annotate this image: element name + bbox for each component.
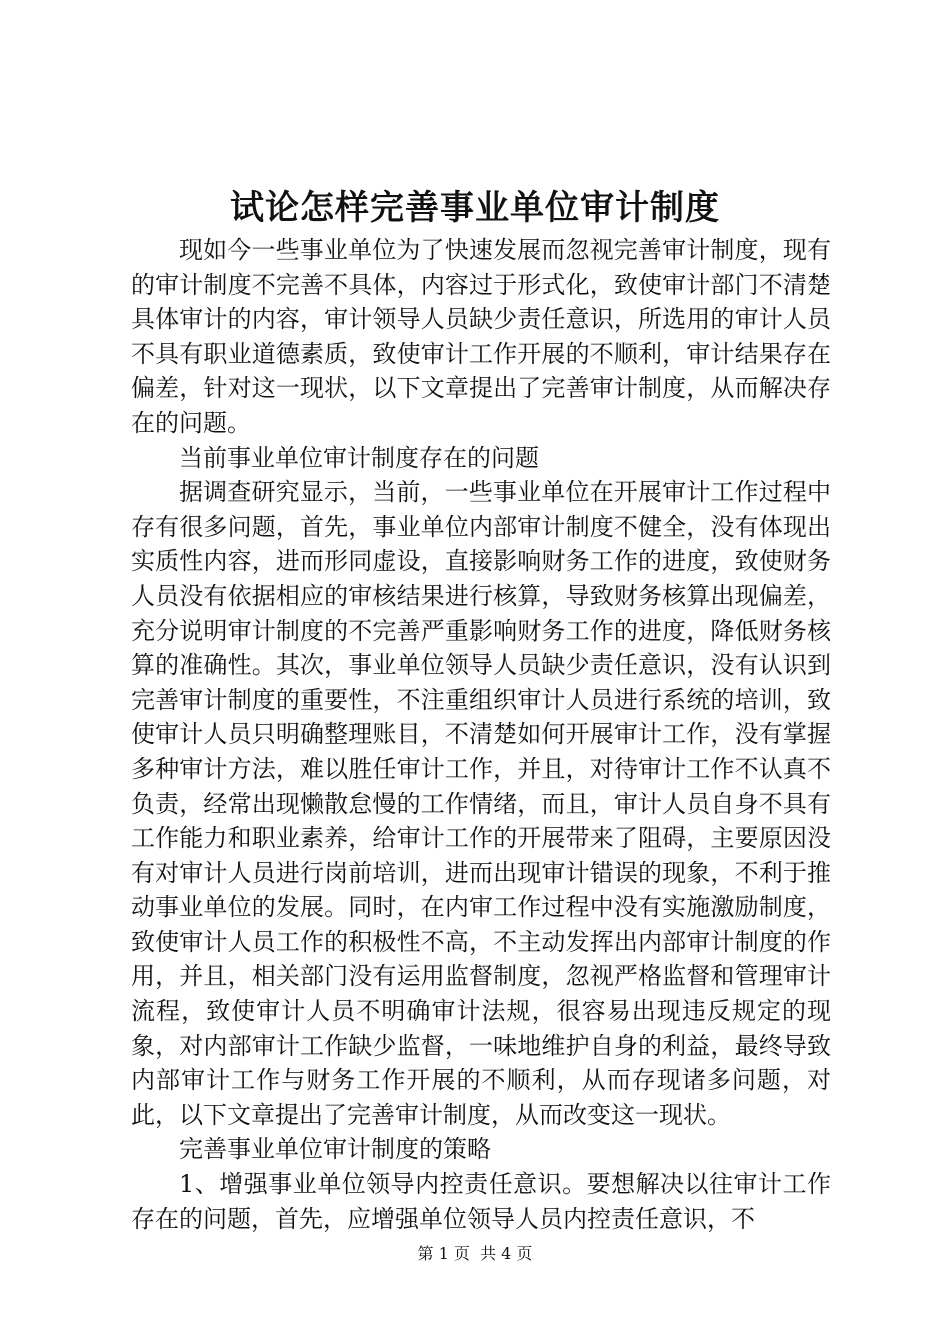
paragraph-problems: 据调查研究显示，当前，一些事业单位在开展审计工作过程中存有很多问题，首先，事业单位内部审计制度不健全，没有体现出实质性内容，进而形同虚设，直接影响财务工作的进度，致使财务人员没有依据相应的审核结果进行核算，导致财务核算出现偏差，充分说明审计制度的不完善严重影响财务工作的进度，降低财务核算的准确性。其次，事业单位领导人员缺少责任意识，没有认识到完善审计制度的重要性，不注重组织审计人员进行系统的培训，致使审计人员只明确整理账目，不清楚如何开展审计工作，没有掌握多种审计方法，难以胜任审计工作，并且，对待审计工作不认真不负责，经常出现懒散怠慢的工作情绪，而且，审计人员自身不具有工作能力和职业素养，给审计工作的开展带来了阻碍，主要原因没有对审计人员进行岗前培训，进而出现审计错误的现象，不利于推动事业单位的发展。同时，在内审工作过程中没有实施激励制度，致使审计人员工作的积极性不高，不主动发挥出内部审计制度的作用，并且，相关部门没有运用监督制度，忽视严格监督和管理审计流程，致使审计人员不明确审计法规，很容易出现违反规定的现象，对内部审计工作缺少监督，一味地维护自身的利益，最终导致内部审计工作与财务工作开展的不顺利，从而存现诸多问题，对此，以下文章提出了完善审计制度，从而改变这一现状。	[131, 478, 831, 1129]
paragraph-strategy-1: 1、增强事业单位领导内控责任意识。要想解决以往审计工作存在的问题，首先，应增强单位领导人员内控责任意识，不	[131, 1170, 831, 1233]
document-title: 试论怎样完善事业单位审计制度	[230, 188, 720, 228]
paragraph-intro: 现如今一些事业单位为了快速发展而忽视完善审计制度，现有的审计制度不完善不具体，内容过于形式化，致使审计部门不清楚具体审计的内容，审计领导人员缺少责任意识，所选用的审计人员不具有职业道德素质，致使审计工作开展的不顺利，审计结果存在偏差，针对这一现状，以下文章提出了完善审计制度，从而解决存在的问题。	[131, 236, 831, 437]
section-heading-strategies: 完善事业单位审计制度的策略	[179, 1135, 491, 1164]
document-body	[131, 233, 831, 1236]
section-heading-problems: 当前事业单位审计制度存在的问题	[179, 443, 539, 472]
page-number-footer: 第 1 页 共 4 页	[417, 1244, 533, 1263]
